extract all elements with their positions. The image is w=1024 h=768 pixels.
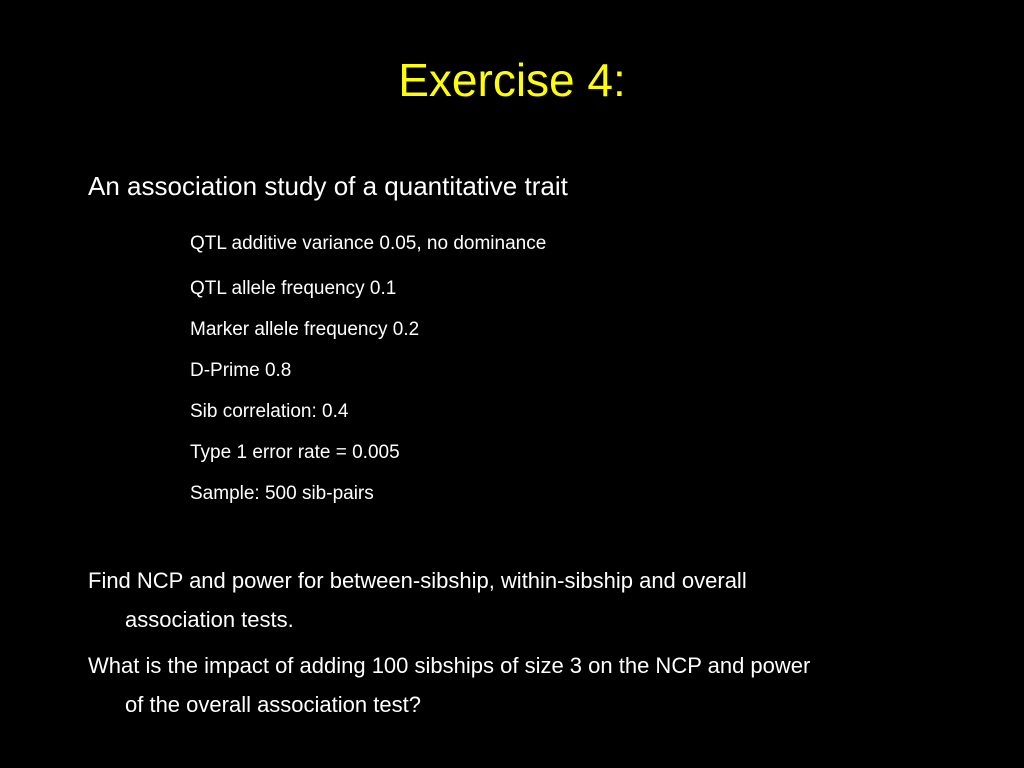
parameter-qtl-allele-frequency: QTL allele frequency 0.1 (190, 278, 397, 299)
question-impact-sibships (88, 646, 948, 724)
parameter-sample-size: Sample: 500 sib-pairs (190, 483, 374, 504)
question-line-continued: association tests. (125, 607, 294, 632)
question-line: Find NCP and power for between-sibship, within-sibship and overall (88, 568, 747, 593)
parameter-marker-allele-frequency: Marker allele frequency 0.2 (190, 319, 420, 340)
parameter-type1-error-rate: Type 1 error rate = 0.005 (190, 442, 400, 463)
parameter-sib-correlation: Sib correlation: 0.4 (190, 401, 349, 422)
parameter-qtl-additive-variance: QTL additive variance 0.05, no dominance (190, 233, 547, 254)
slide-title: Exercise 4: (398, 54, 626, 106)
question-line-continued: of the overall association test? (125, 692, 421, 717)
question-line: What is the impact of adding 100 sibships of size 3 on the NCP and power (88, 653, 811, 678)
intro-text: An association study of a quantitative trait (88, 171, 568, 201)
question-ncp-power (88, 561, 948, 639)
parameter-d-prime: D-Prime 0.8 (190, 360, 292, 381)
